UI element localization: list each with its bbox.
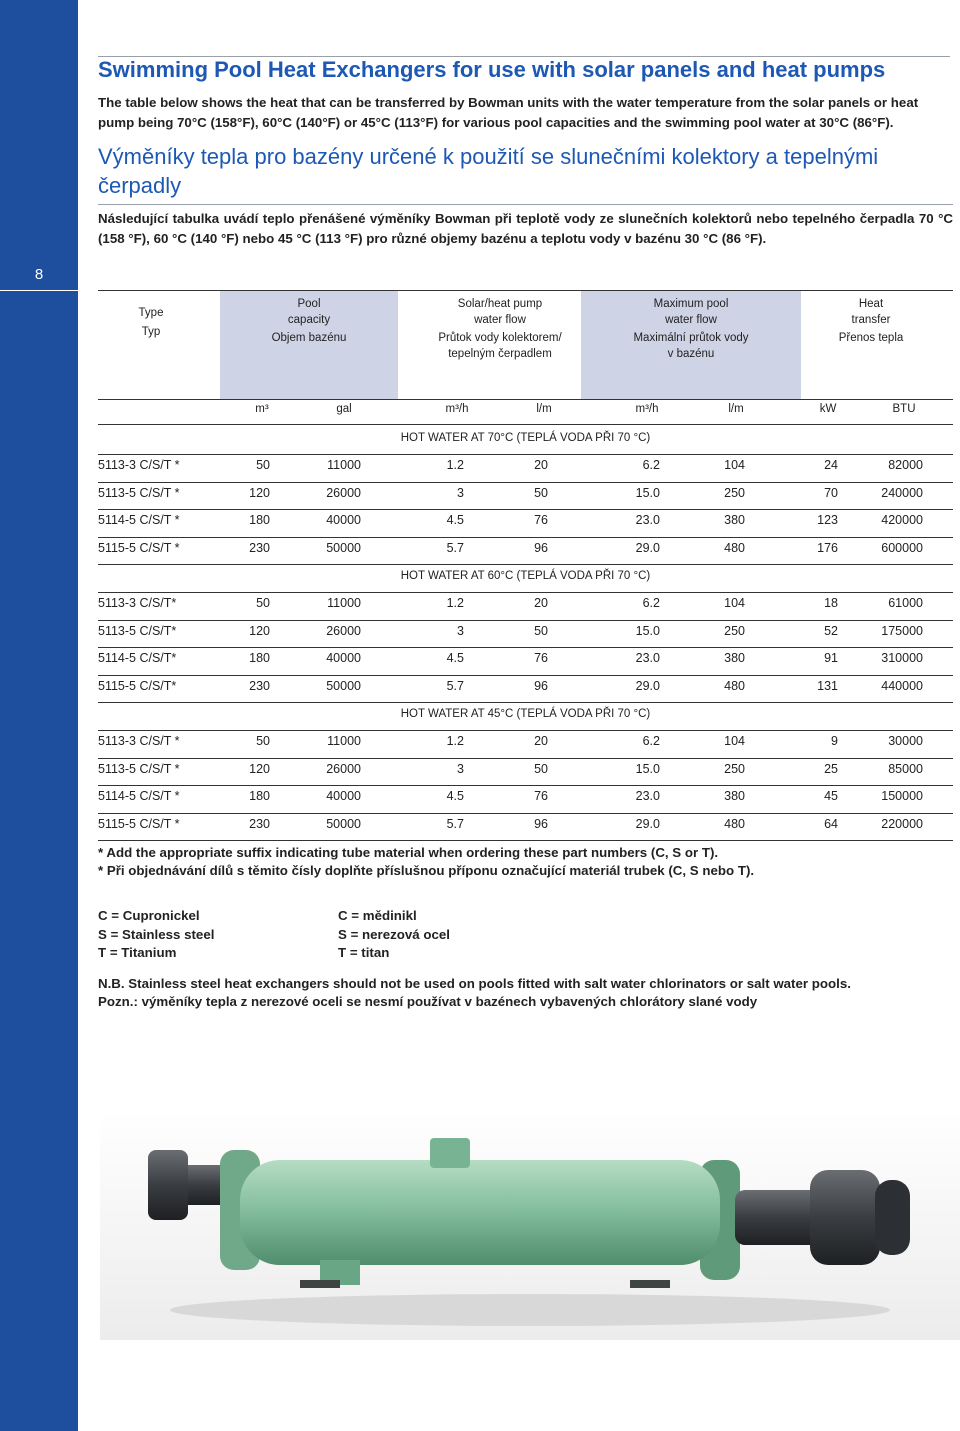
row-value: 104 (724, 734, 745, 748)
header-solar-cz-1: Průtok vody kolektorem/ (438, 332, 562, 344)
row-value: 6.2 (642, 734, 660, 748)
unit-max-m3h: m³/h (635, 403, 659, 415)
row-rule (98, 620, 953, 621)
row-value: 40000 (326, 513, 361, 527)
row-value: 220000 (881, 816, 923, 831)
legend-en-c: C = Cupronickel (98, 908, 200, 923)
row-value: 85000 (888, 761, 923, 776)
row-type: 5114-5 C/S/T* (98, 651, 177, 665)
row-value: 20 (534, 458, 548, 472)
row-value: 1.2 (446, 734, 464, 748)
row-value: 480 (724, 540, 745, 555)
row-value: 50000 (326, 816, 361, 831)
row-value: 50 (534, 623, 548, 638)
row-value: 76 (534, 651, 548, 665)
unit-solar-lm: l/m (536, 403, 552, 415)
units-top-rule (98, 399, 953, 400)
row-value: 1.2 (446, 458, 464, 472)
row-rule (98, 675, 953, 676)
row-value: 50 (256, 734, 270, 748)
row-value: 5.7 (446, 678, 464, 693)
row-value: 250 (724, 761, 745, 776)
row-rule (98, 730, 953, 731)
row-value: 50 (534, 761, 548, 776)
row-value: 310000 (881, 651, 923, 665)
header-pool (220, 296, 398, 346)
row-type: 5115-5 C/S/T * (98, 540, 180, 555)
row-value: 230 (249, 540, 270, 555)
header-heat (800, 296, 942, 346)
row-value: 29.0 (635, 816, 660, 831)
row-value: 18 (824, 596, 838, 610)
legend-en-t: T = Titanium (98, 945, 177, 960)
footnote-en: * Add the appropriate suffix indicating tube material when ordering these part numbers (C, S or T). (98, 845, 719, 860)
row-type: 5113-5 C/S/T * (98, 485, 180, 500)
row-value: 600000 (881, 540, 923, 555)
row-value: 30000 (888, 734, 923, 748)
row-value: 96 (534, 816, 548, 831)
row-value: 150000 (881, 789, 923, 803)
row-value: 45 (824, 789, 838, 803)
row-type: 5115-5 C/S/T * (98, 816, 180, 831)
row-type: 5113-3 C/S/T * (98, 458, 180, 472)
row-value: 4.5 (446, 789, 464, 803)
header-heat-cz: Přenos tepla (838, 332, 904, 344)
row-value: 180 (249, 789, 270, 803)
row-value: 380 (724, 789, 745, 803)
row-rule (98, 758, 953, 759)
row-rule (98, 454, 953, 455)
row-value: 23.0 (635, 789, 660, 803)
row-type: 5114-5 C/S/T * (98, 513, 180, 527)
header-pool-en-2: capacity (287, 314, 331, 326)
row-value: 15.0 (635, 485, 660, 500)
row-value: 120 (249, 623, 270, 638)
section-end-rule (98, 564, 953, 565)
row-value: 3 (457, 623, 464, 638)
row-value: 131 (817, 678, 838, 693)
row-value: 240000 (881, 485, 923, 500)
row-value: 9 (831, 734, 838, 748)
row-value: 76 (534, 789, 548, 803)
row-value: 96 (534, 678, 548, 693)
legend-cz-s: S = nerezová ocel (338, 926, 450, 942)
row-value: 76 (534, 513, 548, 527)
header-solar-en-2: water flow (474, 314, 526, 326)
page-number: 8 (34, 266, 44, 283)
row-value: 26000 (326, 623, 361, 638)
row-value: 123 (817, 513, 838, 527)
row-value: 480 (724, 678, 745, 693)
czech-title-rule (98, 204, 953, 205)
row-value: 70 (824, 485, 838, 500)
legend-cz-t: T = titan (338, 945, 390, 960)
row-value: 5.7 (446, 540, 464, 555)
row-value: 1.2 (446, 596, 464, 610)
row-value: 380 (724, 651, 745, 665)
row-value: 230 (249, 678, 270, 693)
legend-cz (338, 907, 450, 963)
section-end-rule (98, 840, 953, 841)
row-value: 380 (724, 513, 745, 527)
row-rule (98, 509, 953, 510)
row-value: 26000 (326, 485, 361, 500)
page-number-rule (0, 290, 78, 291)
row-value: 82000 (888, 458, 923, 472)
row-type: 5113-3 C/S/T* (98, 596, 177, 610)
nb-note-cz: Pozn.: výměníky tepla z nerezové oceli se nesmí používat v bazénech vybavených chlorátory slané vody (98, 994, 758, 1009)
header-pool-en-1: Pool (297, 298, 321, 310)
row-value: 50000 (326, 678, 361, 693)
row-value: 15.0 (635, 623, 660, 638)
row-value: 15.0 (635, 761, 660, 776)
row-value: 96 (534, 540, 548, 555)
row-value: 29.0 (635, 540, 660, 555)
row-value: 250 (724, 623, 745, 638)
row-type: 5113-3 C/S/T * (98, 734, 180, 748)
header-type-en: Type (138, 307, 164, 319)
row-value: 175000 (881, 623, 923, 638)
row-value: 4.5 (446, 513, 464, 527)
header-max-flow (581, 296, 801, 362)
row-value: 11000 (327, 596, 361, 610)
row-value: 50000 (326, 540, 361, 555)
row-value: 440000 (881, 678, 923, 693)
unit-solar-m3h: m³/h (445, 403, 469, 415)
header-max-cz-2: v bazénu (667, 348, 715, 360)
row-value: 25 (824, 761, 838, 776)
left-sidebar-band (0, 0, 78, 1431)
row-rule (98, 592, 953, 593)
header-max-cz-1: Maximální průtok vody (633, 332, 749, 344)
row-value: 20 (534, 734, 548, 748)
row-value: 61000 (888, 596, 923, 610)
row-value: 180 (249, 513, 270, 527)
row-value: 120 (249, 485, 270, 500)
header-solar-cz-2: tepelným čerpadlem (448, 348, 552, 360)
row-type: 5114-5 C/S/T * (98, 789, 180, 803)
row-value: 180 (249, 651, 270, 665)
row-value: 6.2 (642, 596, 660, 610)
row-value: 50 (256, 458, 270, 472)
row-value: 20 (534, 596, 548, 610)
row-type: 5113-5 C/S/T* (98, 623, 177, 638)
row-value: 50 (534, 485, 548, 500)
row-value: 11000 (327, 458, 361, 472)
intro-paragraph: The table below shows the heat that can be transferred by Bowman units with the water temperature from the solar panels or heat pump being 70°C (158°F), 60°C (140°F) or 45°C (113°F) for various pool capacities and the swimming pool water at 30°C (86°F). (98, 95, 919, 130)
section-heading: HOT WATER AT 45°C (TEPLÁ VODA PŘI 70 °C) (400, 708, 651, 720)
nb-note-en: N.B. Stainless steel heat exchangers should not be used on pools fitted with salt water chlorinators or salt water pools. (98, 976, 851, 991)
row-value: 11000 (327, 734, 361, 748)
section-end-rule (98, 702, 953, 703)
header-solar-en-1: Solar/heat pump (457, 298, 543, 310)
row-value: 480 (724, 816, 745, 831)
row-value: 3 (457, 485, 464, 500)
czech-title: Výměníky tepla pro bazény určené k použití se slunečními kolektory a tepelnými čerpadly (98, 144, 879, 198)
section-heading: HOT WATER AT 70°C (TEPLÁ VODA PŘI 70 °C) (400, 432, 651, 444)
unit-max-lm: l/m (728, 403, 744, 415)
unit-heat-kw: kW (819, 403, 837, 415)
row-value: 250 (724, 485, 745, 500)
row-value: 104 (724, 596, 745, 610)
header-solar (400, 296, 600, 362)
row-type: 5113-5 C/S/T * (98, 761, 180, 776)
row-value: 230 (249, 816, 270, 831)
header-type (98, 305, 204, 340)
heat-exchanger-photo (100, 1110, 960, 1340)
row-value: 26000 (326, 761, 361, 776)
row-value: 420000 (881, 513, 923, 527)
row-value: 40000 (326, 789, 361, 803)
section-heading: HOT WATER AT 60°C (TEPLÁ VODA PŘI 70 °C) (400, 570, 651, 582)
row-value: 29.0 (635, 678, 660, 693)
row-value: 104 (724, 458, 745, 472)
legend-en-s: S = Stainless steel (98, 926, 215, 942)
unit-pool-m3: m³ (255, 403, 269, 415)
footnote-cz: * Při objednávání dílů s těmito čísly doplňte příslušnou příponu označující materiál trubek (C, S nebo T). (98, 863, 755, 878)
czech-intro-paragraph: Následující tabulka uvádí teplo přenášené výměníky Bowman při teplotě vody ze slunečních kolektorů nebo tepelného čerpadla 70 °C (158 °F), 60 °C (140 °F) nebo 45 °C (113 °F) pro různé objemy bazénu a teplotu vody v bazénu 30 °C (86 °F). (98, 211, 953, 246)
row-value: 176 (817, 540, 838, 555)
row-rule (98, 785, 953, 786)
row-value: 91 (824, 651, 838, 665)
row-value: 23.0 (635, 513, 660, 527)
header-max-en-2: water flow (665, 314, 717, 326)
row-value: 6.2 (642, 458, 660, 472)
row-value: 40000 (326, 651, 361, 665)
row-value: 52 (824, 623, 838, 638)
header-heat-en-2: transfer (851, 314, 891, 326)
units-bottom-rule (98, 424, 953, 425)
unit-pool-gal: gal (336, 403, 352, 415)
row-value: 50 (256, 596, 270, 610)
row-value: 120 (249, 761, 270, 776)
row-rule (98, 482, 953, 483)
page-title: Swimming Pool Heat Exchangers for use with solar panels and heat pumps (98, 57, 886, 82)
header-heat-en-1: Heat (858, 298, 884, 310)
row-value: 24 (824, 458, 838, 472)
row-value: 23.0 (635, 651, 660, 665)
row-value: 64 (824, 816, 838, 831)
header-pool-cz: Objem bazénu (271, 332, 347, 344)
legend-en (98, 907, 214, 963)
row-rule (98, 813, 953, 814)
row-rule (98, 647, 953, 648)
header-type-cz: Typ (141, 326, 161, 338)
row-value: 4.5 (446, 651, 464, 665)
row-type: 5115-5 C/S/T* (98, 678, 177, 693)
row-value: 5.7 (446, 816, 464, 831)
legend-cz-c: C = mědinikl (338, 908, 417, 923)
unit-heat-btu: BTU (892, 403, 916, 415)
row-rule (98, 537, 953, 538)
header-max-en-1: Maximum pool (653, 298, 729, 310)
row-value: 3 (457, 761, 464, 776)
